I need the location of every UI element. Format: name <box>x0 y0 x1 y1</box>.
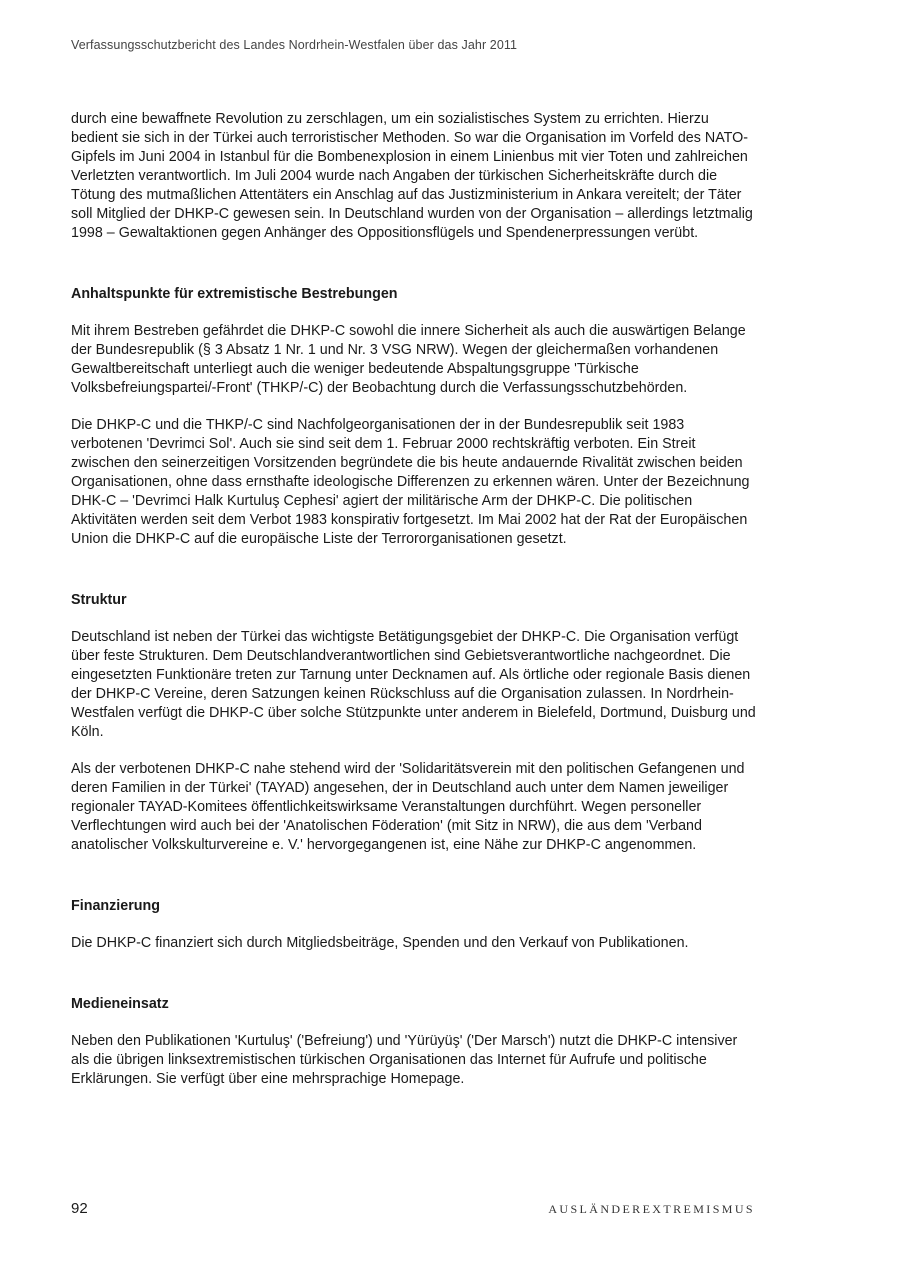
struktur-paragraph-1: Deutschland ist neben der Türkei das wichtigste Betätigungsgebiet der DHKP-C. Die Organisation verfügt über feste Strukturen. Dem Deutschlandverantwortlichen sind Gebietsverantwortliche nachgeordnet. Die eingesetzten Funktionäre treten zur Tarnung unter Decknamen auf. Als örtliche oder regionale Basis dienen der DHKP-C Vereine, deren Satzungen keinen Rückschluss auf die Organisation zulassen. In Nordrhein-Westfalen verfügt die DHKP-C über solche Stützpunkte unter anderem in Bielefeld, Dortmund, Duisburg und Köln. <box>71 629 756 740</box>
section-heading-finanzierung: Finanzierung <box>71 898 160 914</box>
section-heading-medieneinsatz: Medieneinsatz <box>71 996 169 1012</box>
finanzierung-paragraph: Die DHKP-C finanziert sich durch Mitgliedsbeiträge, Spenden und den Verkauf von Publikationen. <box>71 935 689 951</box>
page-number: 92 <box>71 1200 88 1217</box>
section-heading-anhaltspunkte: Anhaltspunkte für extremistische Bestrebungen <box>71 286 398 302</box>
medieneinsatz-paragraph: Neben den Publikationen 'Kurtuluş' ('Befreiung') und 'Yürüyüş' ('Der Marsch') nutzt die DHKP-C intensiver als die übrigen linksextremistischen türkischen Organisationen das Internet für Aufrufe und politische Erklärungen. Sie verfügt über eine mehrsprachige Homepage. <box>71 1033 738 1087</box>
intro-paragraph: durch eine bewaffnete Revolution zu zerschlagen, um ein sozialistisches System zu errichten. Hierzu bedient sie sich in der Türkei auch terroristischer Methoden. So war die Organisation im Vorfeld des NATO-Gipfels im Juni 2004 in Istanbul für die Bombenexplosion in einem Linienbus mit vier Toten und zahlreichen Verletzten verantwortlich. Im Juli 2004 wurde nach Angaben der türkischen Sicherheitskräfte durch die Tötung des mutmaßlichen Attentäters ein Anschlag auf das Justizministerium in Ankara vereitelt; der Täter soll Mitglied der DHKP-C gewesen sein. In Deutschland wurden von der Organisation – allerdings letztmalig 1998 – Gewaltaktionen gegen Anhänger des Oppositionsflügels und Spendenerpressungen verübt. <box>71 111 753 241</box>
anhaltspunkte-paragraph-2: Die DHKP-C und die THKP/-C sind Nachfolgeorganisationen der in der Bundesrepublik seit 1983 verbotenen 'Devrimci Sol'. Auch sie sind seit dem 1. Februar 2000 rechtskräftig verboten. Ein Streit zwischen den seinerzeitigen Vorsitzenden begründete die bis heute andauernde Rivalität zwischen beiden Organisationen, ohne dass ernsthafte ideologische Differenzen zu erkennen wären. Unter der Bezeichnung DHK-C – 'Devrimci Halk Kurtuluş Cephesi' agiert der militärische Arm der DHKP-C. Die politischen Aktivitäten werden seit dem Verbot 1983 konspirativ fortgesetzt. Im Mai 2002 hat der Rat der Europäischen Union die DHKP-C auf die europäische Liste der Terrororganisationen gesetzt. <box>71 417 750 547</box>
anhaltspunkte-paragraph-1: Mit ihrem Bestreben gefährdet die DHKP-C sowohl die innere Sicherheit als auch die auswärtigen Belange der Bundesrepublik (§ 3 Absatz 1 Nr. 1 und Nr. 3 VSG NRW). Wegen der gleichermaßen vorhandenen Gewaltbereitschaft unterliegt auch die weniger bedeutende Abspaltungsgruppe 'Türkische Volksbefreiungspartei/-Front' (THKP/-C) der Beobachtung durch die Verfassungsschutzbehörden. <box>71 323 746 396</box>
running-header: Verfassungsschutzbericht des Landes Nordrhein-Westfalen über das Jahr 2011 <box>71 38 518 52</box>
struktur-paragraph-2: Als der verbotenen DHKP-C nahe stehend wird der 'Solidaritätsverein mit den politischen Gefangenen und deren Familien in der Türkei' (TAYAD) angesehen, der in Deutschland auch unter dem Namen jeweiliger regionaler TAYAD-Komitees öffentlichkeitswirksame Veranstaltungen durchführt. Wegen personeller Verflechtungen wird auch bei der 'Anatolischen Föderation' (mit Sitz in NRW), die aus dem 'Verband anatolischer Volkskulturvereine e. V.' hervorgegangenen ist, eine Nähe zur DHKP-C angenommen. <box>71 761 745 853</box>
footer-section-label: AUSLÄNDEREXTREMISMUS <box>548 1202 755 1216</box>
section-heading-struktur: Struktur <box>71 592 127 608</box>
page-content <box>71 110 757 1107</box>
